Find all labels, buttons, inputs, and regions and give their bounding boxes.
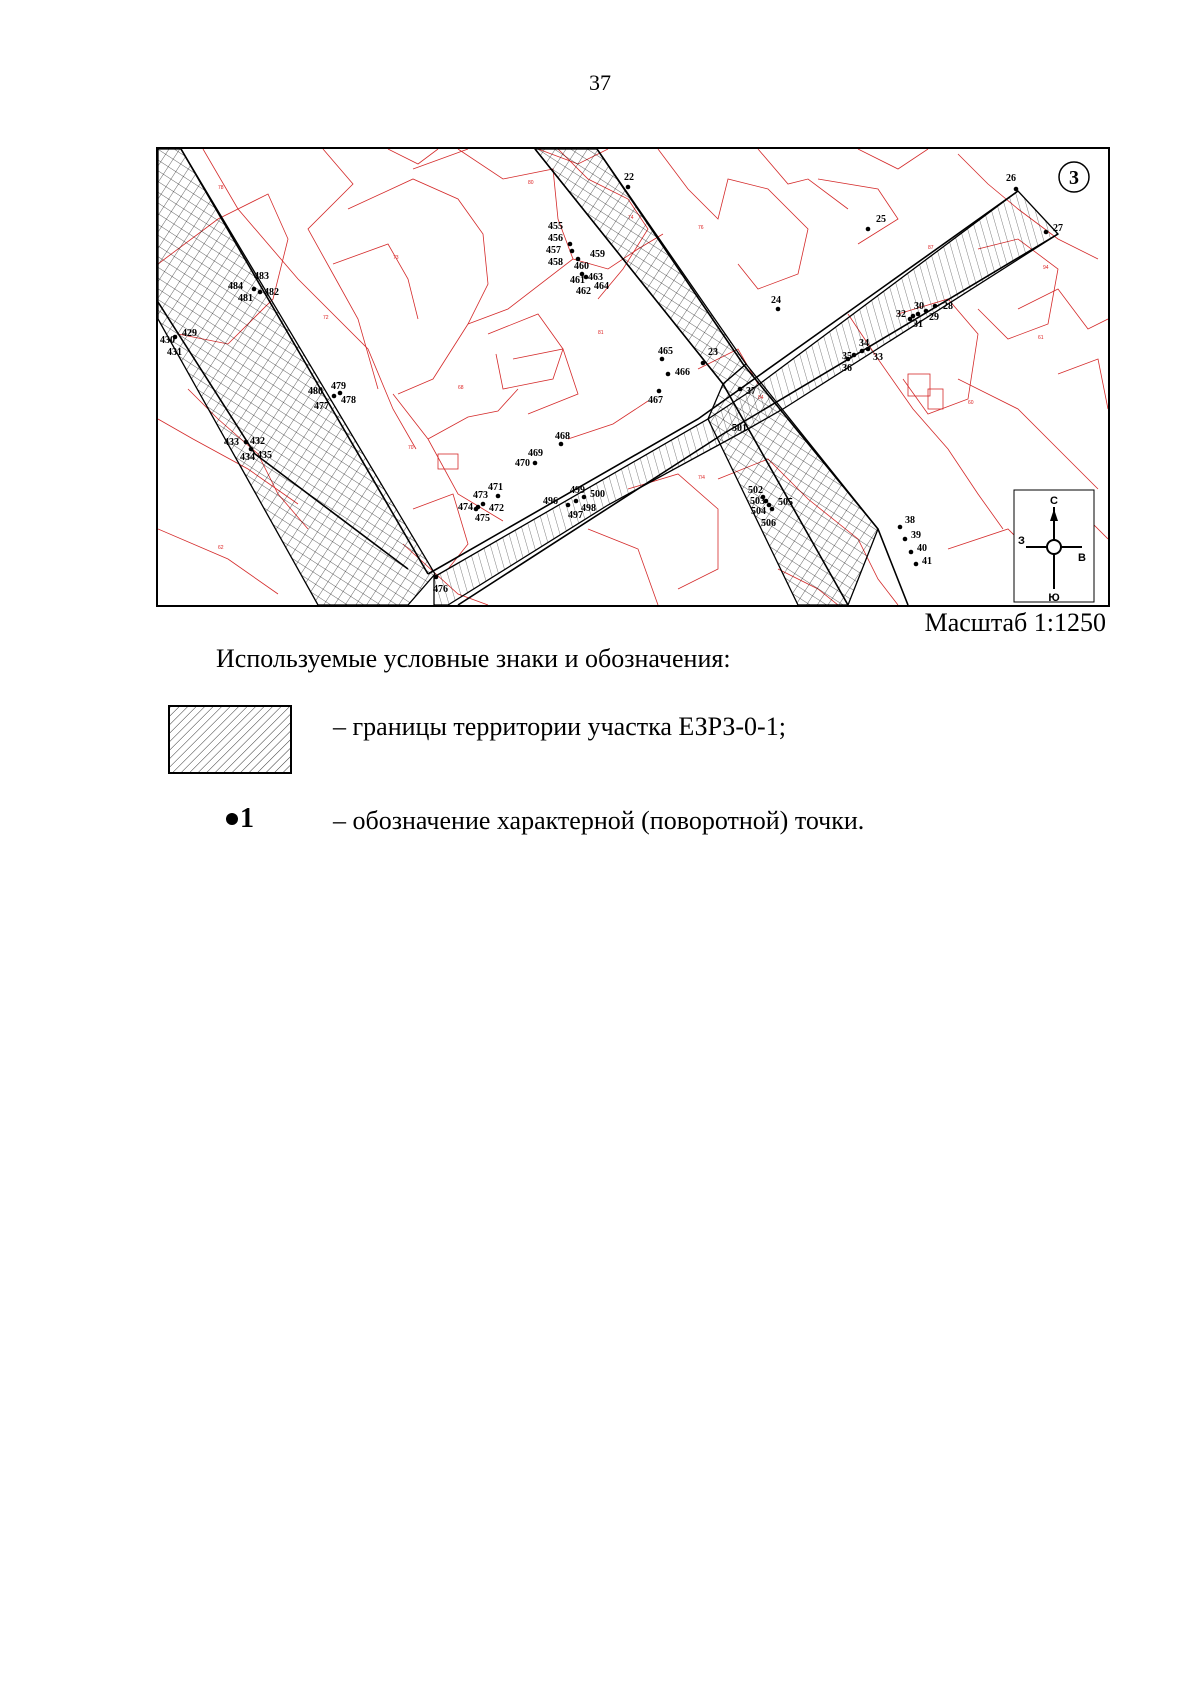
point-label: 27 [1053, 223, 1063, 234]
sheet-number: 3 [1069, 167, 1079, 189]
point-label: 483 [254, 271, 269, 282]
point-label: 479 [331, 381, 346, 392]
parcel-number: 70 [408, 445, 414, 451]
legend-point-symbol [226, 803, 254, 835]
point-label: 482 [264, 287, 279, 298]
point-label: 435 [257, 450, 272, 461]
cadastral-map[interactable] [156, 147, 1110, 607]
point-label: 500 [590, 489, 605, 500]
legend-point-number: 1 [240, 803, 254, 834]
point-label: 470 [515, 458, 530, 469]
point-label: 34 [859, 338, 869, 349]
point-label: 38 [905, 515, 915, 526]
point-label: 460 [574, 261, 589, 272]
point-label: 478 [341, 395, 356, 406]
point-label: 463 [588, 272, 603, 283]
point-label: 22 [624, 172, 634, 183]
point-label: 497 [568, 510, 583, 521]
point-label: 506 [761, 518, 776, 529]
point-label: 503 [750, 496, 765, 507]
point-label: 32 [896, 309, 906, 320]
point-label: 475 [475, 513, 490, 524]
point-label: 505 [778, 497, 793, 508]
parcel-number: 94 [1043, 265, 1049, 271]
parcel-number: 61 [1038, 335, 1044, 341]
point-label: 476 [433, 584, 448, 595]
point-label: 472 [489, 503, 504, 514]
parcel-number: 87 [928, 245, 934, 251]
point-label: 433 [224, 437, 239, 448]
point-label: 457 [546, 245, 561, 256]
parcel-number: 68 [458, 385, 464, 391]
parcel-number: 62 [218, 545, 224, 551]
point-label: 432 [250, 436, 265, 447]
west-label: З [1018, 535, 1025, 547]
point-label: 501 [732, 423, 747, 434]
legend-point-text: – обозначение характерной (поворотной) точки. [333, 806, 865, 835]
point-label: 429 [182, 328, 197, 339]
point-label: 434 [240, 452, 255, 463]
north-arrow [1014, 490, 1094, 604]
point-label: 39 [911, 530, 921, 541]
point-label: 24 [771, 295, 781, 306]
point-label: 31 [913, 319, 923, 330]
point-label: 25 [876, 214, 886, 225]
point-label: 474 [458, 502, 473, 513]
parcel-number: 76 [698, 225, 704, 231]
point-label: 41 [922, 556, 932, 567]
point-label: 461 [570, 275, 585, 286]
point-label: 26 [1006, 173, 1016, 184]
north-label: С [1050, 495, 1058, 507]
point-label: 504 [751, 506, 766, 517]
point-label: 465 [658, 346, 673, 357]
parcel-number: 7/4 [698, 475, 705, 481]
parcel-number: 73 [393, 255, 399, 261]
point-label: 468 [555, 431, 570, 442]
point-label: 456 [548, 233, 563, 244]
sheet-number-badge [1059, 162, 1089, 192]
point-label: 29 [929, 312, 939, 323]
point-label: 484 [228, 281, 243, 292]
legend-heading: Используемые условные знаки и обозначения: [216, 644, 731, 673]
point-label: 459 [590, 249, 605, 260]
point-label: 23 [708, 347, 718, 358]
parcel-number: 78 [218, 185, 224, 191]
parcel-number: 81 [598, 330, 604, 336]
point-label: 466 [675, 367, 690, 378]
point-label: 481 [238, 293, 253, 304]
point-label: 469 [528, 448, 543, 459]
point-label: 36 [842, 363, 852, 374]
page-number: 37 [589, 70, 611, 95]
point-label: 431 [167, 347, 182, 358]
point-label: 455 [548, 221, 563, 232]
point-label: 40 [917, 543, 927, 554]
parcel-number: 60 [968, 400, 974, 406]
scale-label: Масштаб 1:1250 [924, 608, 1106, 637]
south-label: Ю [1048, 592, 1060, 604]
point-label: 467 [648, 395, 663, 406]
east-label: В [1078, 552, 1086, 564]
point-label: 462 [576, 286, 591, 297]
point-label: 37 [746, 386, 756, 397]
point-label: 502 [748, 485, 763, 496]
point-label: 33 [873, 352, 883, 363]
point-label: 480 [308, 386, 323, 397]
point-label: 471 [488, 482, 503, 493]
legend-hatched-area-swatch [168, 705, 292, 774]
parcel-number: 80 [528, 180, 534, 186]
point-label: 464 [594, 281, 609, 292]
point-label: 473 [473, 490, 488, 501]
point-label: 458 [548, 257, 563, 268]
point-label: 498 [581, 503, 596, 514]
point-label: 477 [314, 401, 329, 412]
legend-zone-text: – границы территории участка ЕЗРЗ-0-1; [333, 712, 786, 741]
point-label: 499 [570, 485, 585, 496]
point-label: 496 [543, 496, 558, 507]
point-label: 430 [160, 335, 175, 346]
point-label: 28 [943, 301, 953, 312]
parcel-number: 72 [323, 315, 329, 321]
point-label: 35 [842, 351, 852, 362]
point-dot-icon [226, 813, 238, 825]
point-label: 30 [914, 301, 924, 312]
